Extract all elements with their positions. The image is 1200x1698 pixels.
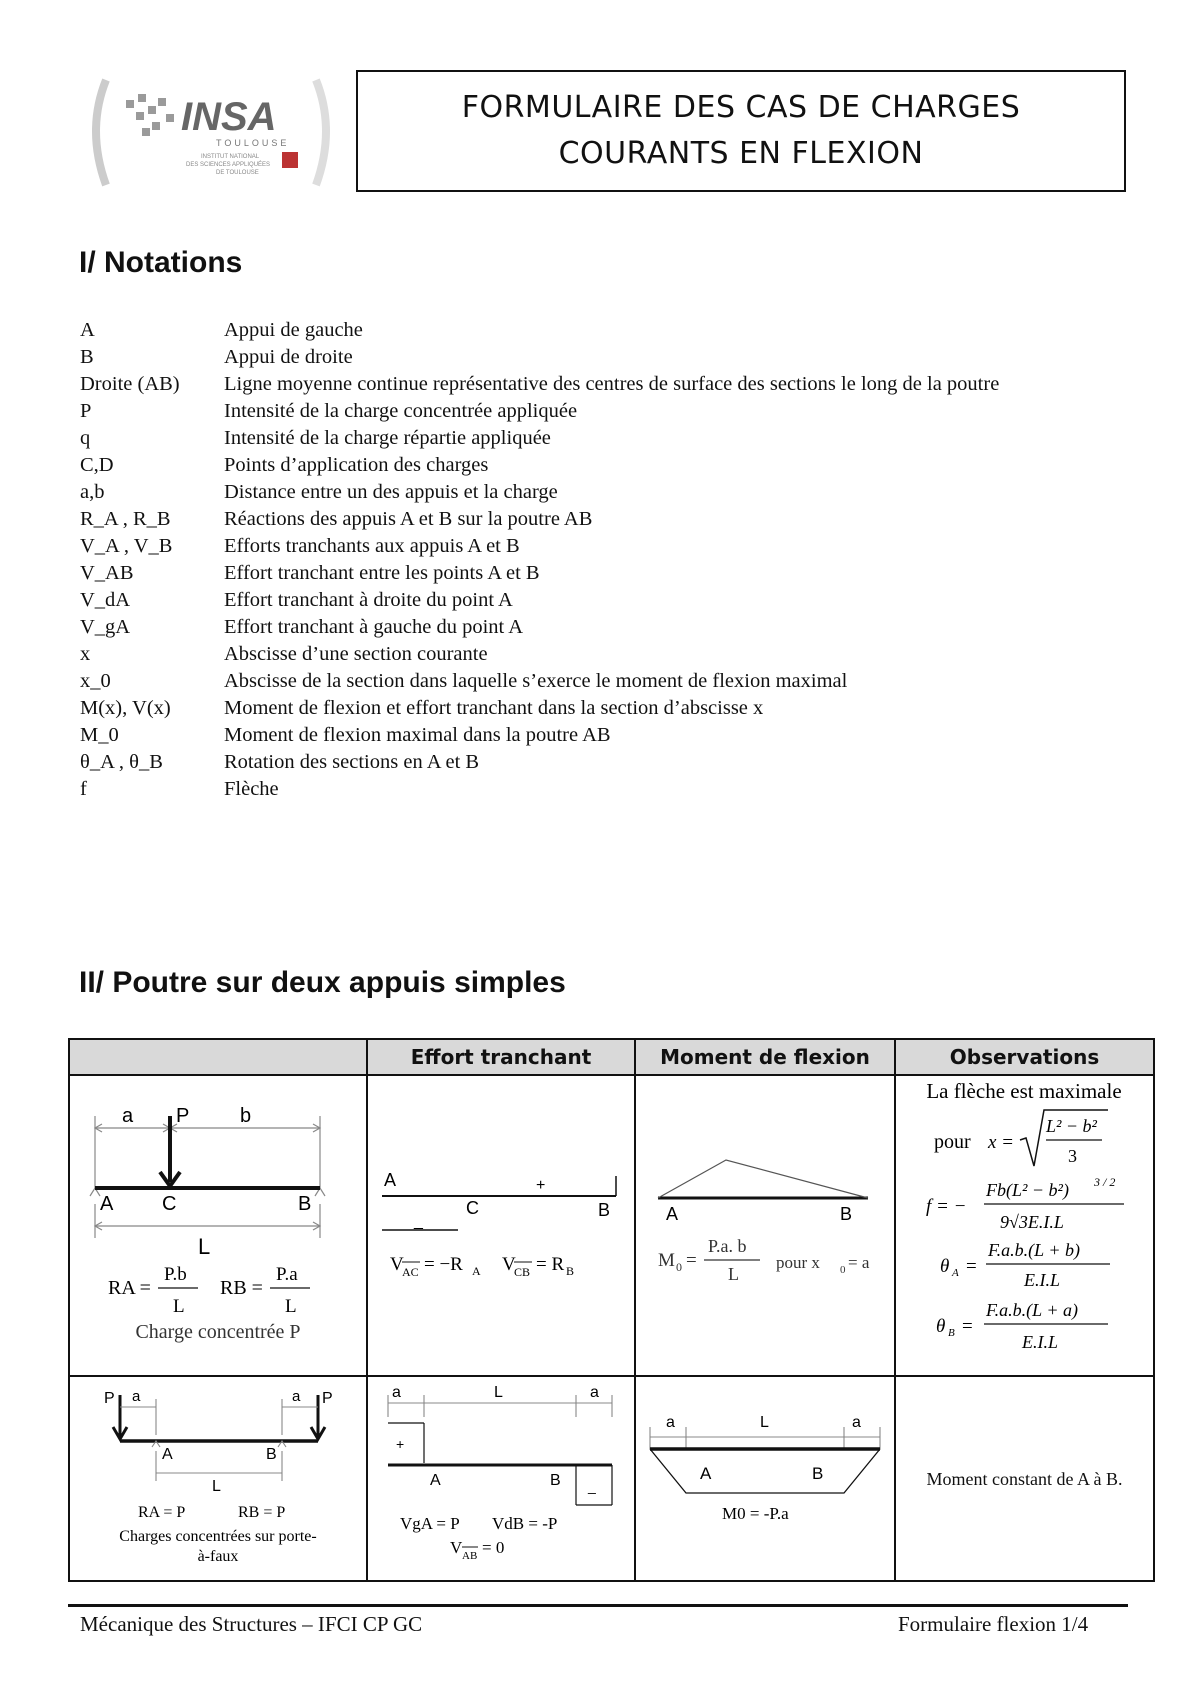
r2-label-B: B bbox=[266, 1446, 277, 1463]
label-B: B bbox=[298, 1193, 312, 1215]
notation-row bbox=[80, 695, 1140, 722]
r2s-label-a2: a bbox=[590, 1384, 599, 1401]
shear-eq1: = −R bbox=[424, 1254, 463, 1275]
notation-row bbox=[80, 641, 1140, 668]
notation-symbol: Droite (AB) bbox=[80, 373, 180, 395]
notation-symbol: a,b bbox=[80, 481, 105, 503]
shear-plus: + bbox=[536, 1177, 546, 1194]
r2-caption-1: Charges concentrées sur porte- bbox=[119, 1528, 317, 1545]
obs-pour: pour bbox=[934, 1131, 971, 1153]
notation-row bbox=[80, 398, 1140, 425]
r2m-label-a2: a bbox=[852, 1414, 861, 1431]
obs-thB-num: F.a.b.(L + a) bbox=[986, 1300, 1078, 1320]
section-notations-title: I/ Notations bbox=[79, 246, 243, 279]
notation-description: Intensité de la charge concentrée appliquée bbox=[224, 400, 578, 422]
footer-divider bbox=[68, 1604, 1128, 1607]
notation-row bbox=[80, 425, 1140, 452]
r2-label-a2: a bbox=[292, 1388, 301, 1405]
shear-v2: V bbox=[502, 1254, 516, 1275]
row1-beam-diagram bbox=[70, 1076, 366, 1370]
obs-thA-eq: = bbox=[966, 1256, 977, 1277]
notation-row bbox=[80, 533, 1140, 560]
notation-symbol: M_0 bbox=[80, 724, 119, 746]
header-moment: Moment de flexion bbox=[635, 1039, 895, 1075]
notation-symbol: M(x), V(x) bbox=[80, 697, 171, 719]
row2-shear-cell bbox=[367, 1376, 635, 1581]
r2-caption-2: à-faux bbox=[197, 1548, 239, 1565]
notation-description: Distance entre un des appuis et la charge bbox=[224, 481, 558, 503]
notation-symbol: x_0 bbox=[80, 670, 111, 692]
r2s-label-a1: a bbox=[392, 1384, 401, 1401]
shear-v1: V bbox=[390, 1254, 404, 1275]
notations-list bbox=[80, 317, 1140, 803]
moment-m0-sub: 0 bbox=[676, 1260, 682, 1274]
notation-description: Effort tranchant à gauche du point A bbox=[224, 616, 524, 638]
shear-minus: _ bbox=[414, 1213, 423, 1230]
obs-thA-den: E.I.L bbox=[1024, 1270, 1060, 1290]
notation-description: Abscisse d’une section courante bbox=[224, 643, 488, 665]
r2-label-P2: P bbox=[322, 1390, 333, 1407]
label-a: a bbox=[122, 1105, 134, 1127]
notation-row bbox=[80, 614, 1140, 641]
r2s-label-A: A bbox=[430, 1472, 441, 1489]
obs-f-num: Fb(L² − b²) bbox=[986, 1180, 1069, 1200]
row1-diagram-cell bbox=[69, 1075, 367, 1376]
r2s-f1: VgA = P bbox=[400, 1514, 460, 1533]
moment-label-A: A bbox=[666, 1204, 679, 1224]
insa-logo bbox=[86, 70, 336, 192]
r2s-f3-sub: AB bbox=[462, 1550, 478, 1562]
notation-symbol: C,D bbox=[80, 454, 114, 476]
shear-v1-sub: AC bbox=[402, 1265, 419, 1279]
notation-description: Appui de droite bbox=[224, 346, 353, 368]
ra-den: L bbox=[173, 1296, 185, 1317]
notation-symbol: R_A , R_B bbox=[80, 508, 171, 530]
header-shear: Effort tranchant bbox=[367, 1039, 635, 1075]
moment-eq: = bbox=[686, 1250, 697, 1271]
notation-symbol: A bbox=[80, 319, 95, 341]
load-cases-table bbox=[68, 1038, 1155, 1582]
obs-thB: θ bbox=[936, 1316, 946, 1337]
r2m-label-a1: a bbox=[666, 1414, 675, 1431]
obs-f: f = − bbox=[926, 1196, 967, 1217]
logo-text: INSA bbox=[181, 95, 277, 139]
r2-label-A: A bbox=[162, 1446, 173, 1463]
row2-moment-cell bbox=[635, 1376, 895, 1581]
notation-row bbox=[80, 560, 1140, 587]
rb-den: L bbox=[285, 1296, 297, 1317]
rb-num: P.a bbox=[276, 1264, 298, 1285]
shear-r1: A bbox=[472, 1264, 481, 1278]
moment-label-B: B bbox=[840, 1204, 853, 1224]
notation-row bbox=[80, 722, 1140, 749]
r2m-label-L: L bbox=[760, 1414, 769, 1431]
notation-description: Intensité de la charge répartie appliquée bbox=[224, 427, 551, 449]
logo-caption-2: DES SCIENCES APPLIQUÉES bbox=[186, 162, 271, 168]
notation-symbol: B bbox=[80, 346, 94, 368]
notation-symbol: V_AB bbox=[80, 562, 134, 584]
notation-row bbox=[80, 371, 1140, 398]
moment-num: P.a. b bbox=[708, 1236, 747, 1256]
notation-row bbox=[80, 506, 1140, 533]
header-observations: Observations bbox=[895, 1039, 1154, 1075]
notation-symbol: θ_A , θ_B bbox=[80, 751, 163, 773]
notation-row bbox=[80, 317, 1140, 344]
row1-shear-diagram bbox=[368, 1076, 634, 1370]
row1-observations bbox=[896, 1076, 1153, 1370]
obs-thA-num: F.a.b.(L + b) bbox=[988, 1240, 1080, 1260]
obs-thB-eq: = bbox=[962, 1316, 973, 1337]
r2m-formula: M0 = -P.a bbox=[722, 1504, 789, 1523]
notation-description: Effort tranchant entre les points A et B bbox=[224, 562, 540, 584]
header-diagram bbox=[69, 1039, 367, 1075]
notation-description: Réactions des appuis A et B sur la poutre AB bbox=[224, 508, 593, 530]
logo-emblem bbox=[282, 152, 298, 168]
shear-r2: B bbox=[566, 1264, 575, 1278]
label-L: L bbox=[198, 1234, 211, 1259]
notation-symbol: q bbox=[80, 427, 91, 449]
moment-pour-sub: 0 bbox=[840, 1264, 846, 1276]
r2-ra: RA = P bbox=[138, 1504, 186, 1521]
logo-caption-3: DE TOULOUSE bbox=[216, 170, 259, 176]
notation-row bbox=[80, 452, 1140, 479]
footer-right: Formulaire flexion 1/4 bbox=[898, 1612, 1089, 1636]
obs-f-exp: 3 / 2 bbox=[1094, 1175, 1116, 1189]
notation-description: Efforts tranchants aux appuis A et B bbox=[224, 535, 520, 557]
shear-eq2: = R bbox=[536, 1254, 565, 1275]
r2m-label-B: B bbox=[812, 1464, 824, 1483]
label-p: P bbox=[176, 1105, 190, 1127]
notation-description: Rotation des sections en A et B bbox=[224, 751, 480, 773]
ra-num: P.b bbox=[164, 1264, 187, 1285]
obs-f-den: 9√3E.I.L bbox=[1000, 1212, 1064, 1232]
table-row bbox=[69, 1376, 1154, 1581]
r2s-f2: VdB = -P bbox=[492, 1514, 558, 1533]
r2-label-P1: P bbox=[104, 1390, 115, 1407]
notation-row bbox=[80, 479, 1140, 506]
r2s-f3-eq: = 0 bbox=[482, 1538, 505, 1557]
notation-description: Abscisse de la section dans laquelle s’exerce le moment de flexion maximal bbox=[224, 670, 848, 692]
shear-v2-sub: CB bbox=[514, 1265, 531, 1279]
notation-description: Moment de flexion maximal dans la poutre AB bbox=[224, 724, 611, 746]
r2s-label-B: B bbox=[550, 1472, 561, 1489]
obs-thB-den: E.I.L bbox=[1022, 1332, 1058, 1352]
title-line-1: FORMULAIRE DES CAS DE CHARGES bbox=[461, 90, 1021, 125]
moment-m0: M bbox=[658, 1250, 675, 1271]
obs-thA-sub: A bbox=[952, 1267, 959, 1279]
footer-left: Mécanique des Structures – IFCI CP GC bbox=[80, 1612, 423, 1636]
row1-moment-diagram bbox=[636, 1076, 894, 1370]
notation-symbol: V_A , V_B bbox=[80, 535, 173, 557]
label-b: b bbox=[240, 1105, 252, 1127]
label-C: C bbox=[162, 1193, 177, 1215]
title-line-2: COURANTS EN FLEXION bbox=[558, 136, 924, 171]
notation-description: Ligne moyenne continue représentative des centres de surface des sections le long de la poutre bbox=[224, 373, 1000, 395]
notation-symbol: f bbox=[80, 778, 87, 800]
r2s-minus: _ bbox=[588, 1478, 596, 1494]
notation-row bbox=[80, 668, 1140, 695]
r2-label-a1: a bbox=[132, 1388, 141, 1405]
obs-thA: θ bbox=[940, 1256, 950, 1277]
table-header-row bbox=[69, 1039, 1154, 1075]
notation-description: Appui de gauche bbox=[224, 319, 363, 341]
rb-label: RB = bbox=[220, 1277, 263, 1299]
r2-label-L: L bbox=[212, 1478, 221, 1495]
row1-shear-cell bbox=[367, 1075, 635, 1376]
label-A: A bbox=[100, 1193, 114, 1215]
notation-row bbox=[80, 749, 1140, 776]
row2-diagram-cell bbox=[69, 1376, 367, 1581]
obs-x: x = bbox=[988, 1132, 1015, 1153]
shear-label-B: B bbox=[598, 1200, 611, 1220]
notation-description: Moment de flexion et effort tranchant dans la section d’abscisse x bbox=[224, 697, 764, 719]
row2-beam-diagram bbox=[70, 1377, 366, 1575]
ra-label: RA = bbox=[108, 1277, 151, 1299]
row1-moment-cell bbox=[635, 1075, 895, 1376]
notation-symbol: P bbox=[80, 400, 92, 422]
obs-thB-sub: B bbox=[948, 1327, 955, 1339]
obs-line1: La flèche est maximale bbox=[926, 1079, 1122, 1103]
row2-shear-diagram bbox=[368, 1377, 634, 1575]
r2-observation: Moment constant de A à B. bbox=[926, 1468, 1123, 1489]
logo-sub: TOULOUSE bbox=[216, 138, 290, 148]
notation-description: Flèche bbox=[224, 778, 279, 800]
r2m-label-A: A bbox=[700, 1464, 712, 1483]
title-box bbox=[356, 70, 1126, 192]
notation-row bbox=[80, 344, 1140, 371]
moment-den: L bbox=[728, 1264, 739, 1284]
notation-description: Effort tranchant à droite du point A bbox=[224, 589, 513, 611]
moment-pour-val: = a bbox=[848, 1253, 870, 1272]
logo-caption-1: INSTITUT NATIONAL bbox=[201, 154, 260, 160]
notation-symbol: x bbox=[80, 643, 91, 665]
notation-description: Points d’application des charges bbox=[224, 454, 489, 476]
r2s-f3-v: V bbox=[450, 1538, 463, 1557]
notation-row bbox=[80, 776, 1140, 803]
obs-sqrt-den: 3 bbox=[1068, 1146, 1077, 1166]
r2s-label-L: L bbox=[494, 1384, 503, 1401]
notation-row bbox=[80, 587, 1140, 614]
obs-sqrt-num: L² − b² bbox=[1046, 1116, 1097, 1136]
notation-symbol: V_dA bbox=[80, 589, 131, 611]
shear-label-A: A bbox=[384, 1170, 397, 1190]
r2-rb: RB = P bbox=[238, 1504, 286, 1521]
notation-symbol: V_gA bbox=[80, 616, 131, 638]
table-row bbox=[69, 1075, 1154, 1376]
shear-label-C: C bbox=[466, 1198, 479, 1218]
row1-caption: Charge concentrée P bbox=[135, 1321, 301, 1343]
moment-pour: pour x bbox=[776, 1253, 820, 1272]
row1-observations-cell bbox=[895, 1075, 1154, 1376]
r2s-plus: + bbox=[396, 1436, 405, 1452]
section-beam-title: II/ Poutre sur deux appuis simples bbox=[79, 966, 566, 999]
row2-observations-cell bbox=[895, 1376, 1154, 1581]
row2-moment-diagram bbox=[636, 1377, 894, 1575]
